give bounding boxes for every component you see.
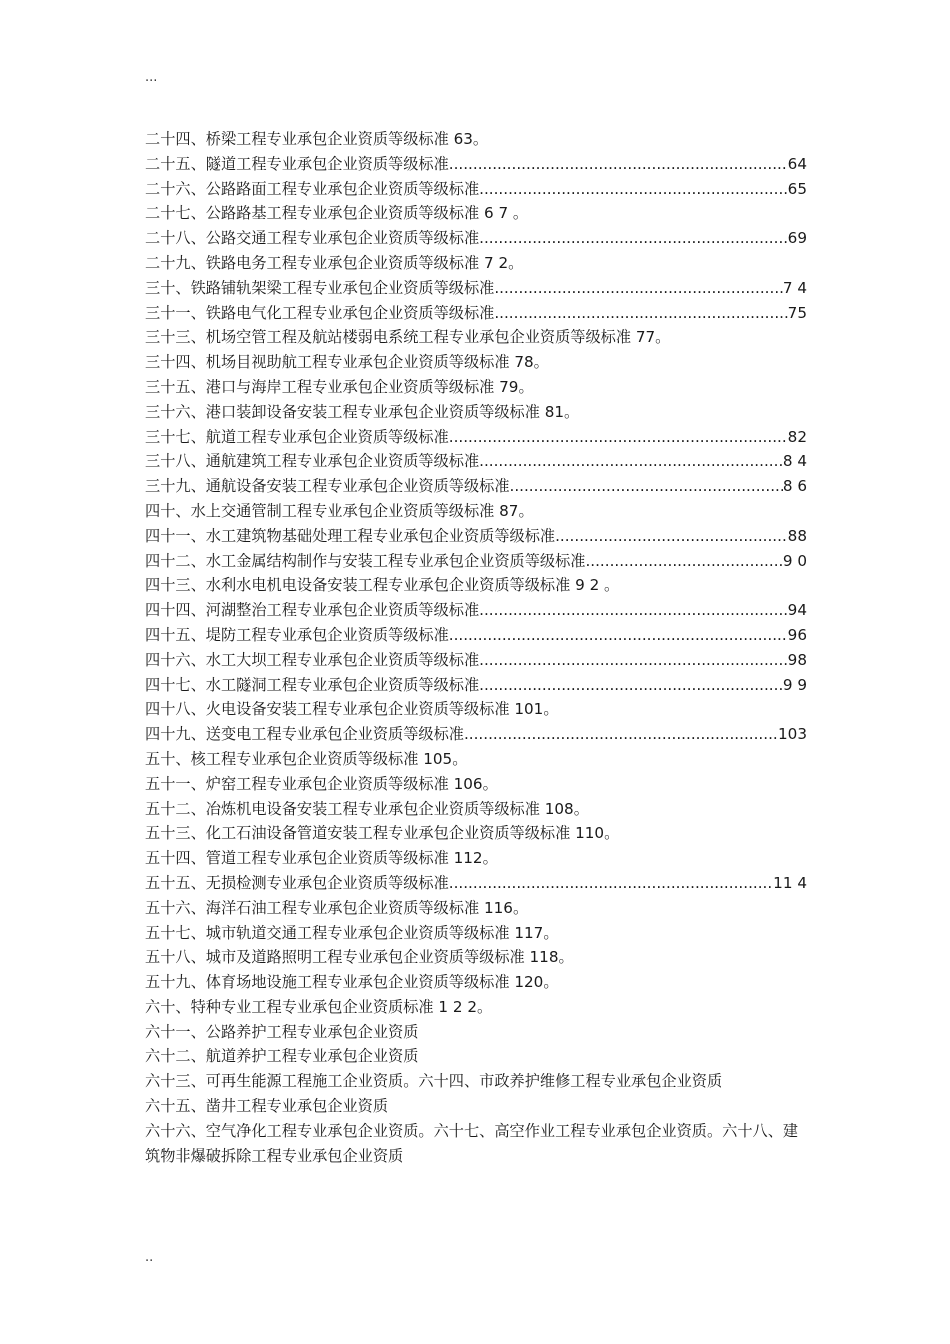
toc-entry-title: 四十一、水工建筑物基础处理工程专业承包企业资质等级标准 xyxy=(145,526,556,545)
toc-entry-title: 五十七、城市轨道交通工程专业承包企业资质等级标准 117。 xyxy=(145,923,559,942)
toc-entry-title: 四十三、水利水电机电设备安装工程专业承包企业资质等级标准 9 2 。 xyxy=(145,576,620,595)
toc-entry[interactable] xyxy=(145,301,807,326)
toc-entry[interactable] xyxy=(145,325,807,350)
toc-entry[interactable] xyxy=(145,1044,807,1069)
toc-entry-title: 六十五、凿井工程专业承包企业资质 xyxy=(145,1097,388,1116)
toc-entry-title: 三十七、航道工程专业承包企业资质等级标准 xyxy=(145,427,449,446)
toc-entry[interactable] xyxy=(145,127,807,152)
toc-closing-paragraph: 六十六、空气净化工程专业承包企业资质。六十七、高空作业工程专业承包企业资质。六十八、建筑物非爆破拆除工程专业承包企业资质 xyxy=(145,1121,799,1165)
toc-entry[interactable] xyxy=(145,797,807,822)
toc-dot-leader xyxy=(555,524,788,549)
toc-entry[interactable] xyxy=(145,549,807,574)
toc-dot-leader xyxy=(494,276,783,301)
toc-dot-leader xyxy=(449,425,788,450)
toc-page-number: 64 xyxy=(787,154,807,173)
toc-dot-leader xyxy=(585,549,782,574)
toc-entry-title: 四十六、水工大坝工程专业承包企业资质等级标准 xyxy=(145,650,480,669)
toc-entry-title: 二十四、桥梁工程专业承包企业资质等级标准 63。 xyxy=(145,130,489,148)
toc-entry[interactable] xyxy=(145,425,807,450)
toc-page-number: 65 xyxy=(787,179,807,198)
toc-entry[interactable] xyxy=(145,722,807,747)
toc-entry[interactable] xyxy=(145,673,807,698)
toc-entry-title: 二十五、隧道工程专业承包企业资质等级标准 xyxy=(145,154,449,173)
toc-dot-leader xyxy=(479,648,788,673)
toc-entry-title: 四十五、堤防工程专业承包企业资质等级标准 xyxy=(145,625,449,644)
toc-dot-leader xyxy=(464,722,778,747)
toc-entry-title: 三十、铁路铺轨架梁工程专业承包企业资质等级标准 xyxy=(145,278,495,297)
toc-entry[interactable] xyxy=(145,1094,807,1119)
toc-entry[interactable] xyxy=(145,1020,807,1045)
toc-entry[interactable] xyxy=(145,524,807,549)
toc-entry-title: 五十九、体育场地设施工程专业承包企业资质等级标准 120。 xyxy=(145,973,559,992)
toc-page-number: 103 xyxy=(778,725,807,744)
toc-entry[interactable] xyxy=(145,945,807,970)
toc-entry-title: 五十六、海洋石油工程专业承包企业资质等级标准 116。 xyxy=(145,898,529,917)
toc-dot-leader xyxy=(479,226,788,251)
table-of-contents xyxy=(145,127,807,1168)
toc-entry[interactable] xyxy=(145,995,807,1020)
toc-entry-title: 四十四、河湖整治工程专业承包企业资质等级标准 xyxy=(145,601,480,620)
toc-entry[interactable] xyxy=(145,648,807,673)
toc-entry-title: 二十八、公路交通工程专业承包企业资质等级标准 xyxy=(145,229,480,248)
toc-entry-title: 三十四、机场目视助航工程专业承包企业资质等级标准 78。 xyxy=(145,353,549,372)
toc-entry-title: 四十、水上交通管制工程专业承包企业资质等级标准 87。 xyxy=(145,501,534,520)
toc-entry[interactable] xyxy=(145,821,807,846)
toc-entry-title: 四十二、水工金属结构制作与安装工程专业承包企业资质等级标准 xyxy=(145,551,586,570)
toc-entry[interactable] xyxy=(145,871,807,896)
toc-entry[interactable] xyxy=(145,449,807,474)
toc-dot-leader xyxy=(449,871,773,896)
toc-entry-title: 四十九、送变电工程专业承包企业资质等级标准 xyxy=(145,725,464,744)
toc-entry-title: 二十七、公路路基工程专业承包企业资质等级标准 6 7 。 xyxy=(145,204,529,223)
toc-entry-title: 五十四、管道工程专业承包企业资质等级标准 112。 xyxy=(145,849,498,868)
toc-page-number: 8 4 xyxy=(782,452,807,471)
toc-dot-leader xyxy=(449,152,788,177)
toc-entry-title: 三十九、通航设备安装工程专业承包企业资质等级标准 xyxy=(145,477,510,496)
toc-dot-leader xyxy=(479,177,788,202)
toc-entry[interactable] xyxy=(145,598,807,623)
toc-entry[interactable] xyxy=(145,400,807,425)
toc-entry[interactable] xyxy=(145,276,807,301)
toc-entry[interactable] xyxy=(145,350,807,375)
page-header-marker: ... xyxy=(145,70,158,85)
toc-dot-leader xyxy=(494,301,787,326)
toc-entry-title: 五十、核工程专业承包企业资质等级标准 105。 xyxy=(145,749,468,768)
toc-entry-title: 三十六、港口装卸设备安装工程专业承包企业资质等级标准 81。 xyxy=(145,402,580,421)
toc-entry-title: 二十六、公路路面工程专业承包企业资质等级标准 xyxy=(145,179,480,198)
toc-page-number: 9 0 xyxy=(782,551,807,570)
toc-entry-title: 四十七、水工隧洞工程专业承包企业资质等级标准 xyxy=(145,675,480,694)
toc-entries xyxy=(145,127,807,1119)
toc-entry[interactable] xyxy=(145,697,807,722)
toc-entry-title: 五十八、城市及道路照明工程专业承包企业资质等级标准 118。 xyxy=(145,948,574,967)
toc-entry-title: 六十一、公路养护工程专业承包企业资质 xyxy=(145,1022,419,1041)
toc-entry-title: 三十三、机场空管工程及航站楼弱电系统工程专业承包企业资质等级标准 77。 xyxy=(145,328,671,347)
toc-page-number: 9 9 xyxy=(782,675,807,694)
toc-entry-title: 三十一、铁路电气化工程专业承包企业资质等级标准 xyxy=(145,303,495,322)
toc-dot-leader xyxy=(449,623,788,648)
toc-entry[interactable] xyxy=(145,772,807,797)
toc-page-number: 75 xyxy=(787,303,807,322)
toc-page-number: 98 xyxy=(787,650,807,669)
toc-page-number: 88 xyxy=(787,526,807,545)
toc-page-number: 11 4 xyxy=(773,873,807,892)
toc-entry-title: 三十八、通航建筑工程专业承包企业资质等级标准 xyxy=(145,452,480,471)
toc-entry[interactable] xyxy=(145,177,807,202)
toc-dot-leader xyxy=(479,449,783,474)
toc-entry-title: 六十、特种专业工程专业承包企业资质标准 1 2 2。 xyxy=(145,997,493,1016)
toc-entry[interactable] xyxy=(145,573,807,598)
toc-entry[interactable] xyxy=(145,375,807,400)
toc-entry-title: 六十二、航道养护工程专业承包企业资质 xyxy=(145,1047,419,1066)
toc-page-number: 94 xyxy=(787,601,807,620)
toc-page-number: 7 4 xyxy=(782,278,807,297)
toc-page-number: 82 xyxy=(787,427,807,446)
toc-entry[interactable] xyxy=(145,152,807,177)
toc-entry[interactable] xyxy=(145,474,807,499)
toc-entry[interactable] xyxy=(145,201,807,226)
toc-entry[interactable] xyxy=(145,251,807,276)
page-footer-marker: .. xyxy=(145,1250,154,1265)
toc-entry-title: 五十五、无损检测专业承包企业资质等级标准 xyxy=(145,873,449,892)
toc-dot-leader xyxy=(479,598,788,623)
toc-entry[interactable] xyxy=(145,226,807,251)
toc-entry[interactable] xyxy=(145,970,807,995)
toc-entry-title: 五十二、冶炼机电设备安装工程专业承包企业资质等级标准 108。 xyxy=(145,799,589,818)
toc-entry[interactable] xyxy=(145,623,807,648)
toc-entry[interactable] xyxy=(145,846,807,871)
toc-entry-title: 六十三、可再生能源工程施工企业资质。六十四、市政养护维修工程专业承包企业资质 xyxy=(145,1072,723,1091)
toc-dot-leader xyxy=(479,673,783,698)
toc-entry-title: 五十一、炉窑工程专业承包企业资质等级标准 106。 xyxy=(145,774,498,793)
toc-entry[interactable] xyxy=(145,896,807,921)
toc-entry[interactable] xyxy=(145,499,807,524)
toc-page-number: 69 xyxy=(787,229,807,248)
toc-dot-leader xyxy=(510,474,783,499)
toc-entry-title: 三十五、港口与海岸工程专业承包企业资质等级标准 79。 xyxy=(145,377,534,396)
toc-entry-title: 二十九、铁路电务工程专业承包企业资质等级标准 7 2。 xyxy=(145,253,524,272)
toc-entry[interactable] xyxy=(145,921,807,946)
toc-entry-title: 四十八、火电设备安装工程专业承包企业资质等级标准 101。 xyxy=(145,700,559,719)
toc-page-number: 96 xyxy=(787,625,807,644)
toc-entry[interactable] xyxy=(145,747,807,772)
toc-page-number: 8 6 xyxy=(782,477,807,496)
toc-entry[interactable] xyxy=(145,1069,807,1094)
toc-entry-title: 五十三、化工石油设备管道安装工程专业承包企业资质等级标准 110。 xyxy=(145,824,620,843)
